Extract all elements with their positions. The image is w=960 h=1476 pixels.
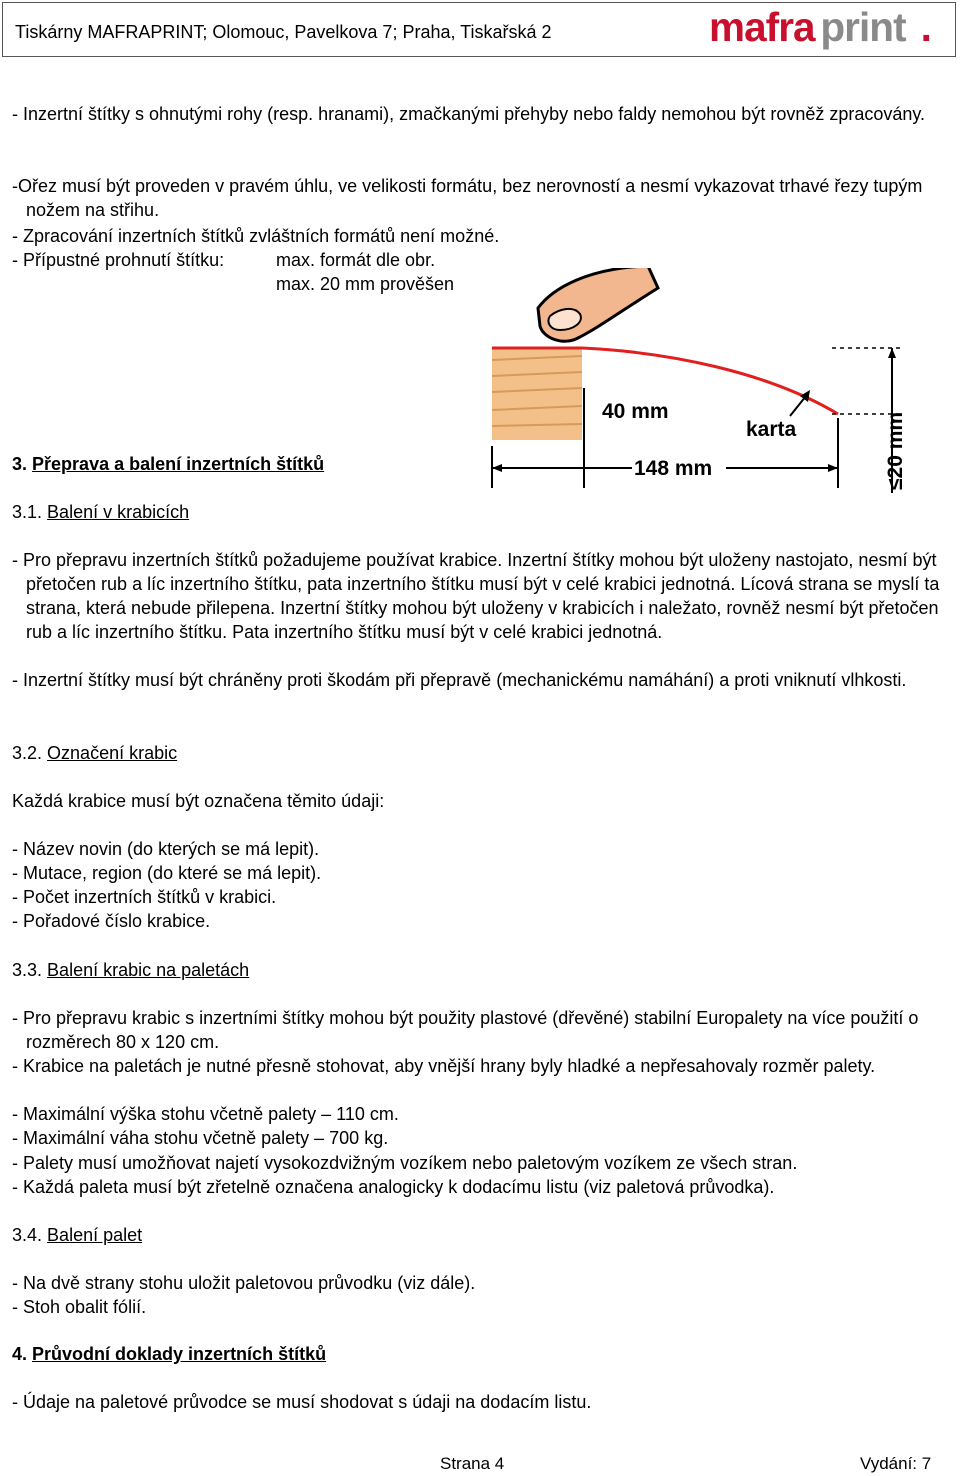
intro-line-2: -Ořez musí být proveden v pravém úhlu, ve velikosti formátu, bez nerovností a nesmí vykazovat trhavé řezy tupým nožem na střihu. <box>12 176 923 220</box>
section-34-title: Balení palet <box>47 1225 143 1245</box>
footer-edition: Vydání: 7 <box>860 1454 932 1473</box>
section-4-heading <box>12 1342 326 1366</box>
list-item: - Pořadové číslo krabice. <box>12 911 211 931</box>
list-item: - Mutace, region (do které se má lepit). <box>12 863 322 883</box>
card-bending-figure <box>488 268 918 493</box>
label-karta: karta <box>746 418 797 441</box>
list-item: - Palety musí umožňovat najetí vysokozdvižným vozíkem nebo paletovým vozíkem ze všech stran. <box>12 1153 798 1173</box>
list-item: - Maximální váha stohu včetně palety – 700 kg. <box>12 1128 389 1148</box>
section-31-paragraph-2: - Inzertní štítky musí být chráněny proti škodám při přepravě (mechanickému namáhání) a proti vniknutí vlhkosti. <box>12 670 907 690</box>
section-32-heading <box>12 741 177 765</box>
list-item: - Stoh obalit fólií. <box>12 1297 147 1317</box>
svg-text:print: print <box>820 6 906 50</box>
section-3-number: 3. <box>12 454 28 474</box>
list-item: - Krabice na paletách je nutné přesně stohovat, aby vnější hrany byly hladké a nepřesahovaly rozměr palety. <box>12 1056 876 1076</box>
label-40mm: 40 mm <box>602 400 669 423</box>
section-32-number: 3.2. <box>12 743 43 763</box>
section-3-heading <box>12 452 324 476</box>
section-32-title: Označení krabic <box>47 743 178 763</box>
section-32-intro: Každá krabice musí být označena těmito údaji: <box>12 791 385 811</box>
intro-line-1: - Inzertní štítky s ohnutými rohy (resp. hranami), zmačkanými přehyby nebo faldy nemohou být rovněž zpracovány. <box>12 104 926 124</box>
mafraprint-logo <box>699 6 949 52</box>
section-31-number: 3.1. <box>12 502 43 522</box>
section-33-number: 3.3. <box>12 960 43 980</box>
section-33-heading <box>12 958 249 982</box>
section-34-heading <box>12 1223 142 1247</box>
page-header <box>2 2 956 57</box>
svg-text:mafra: mafra <box>709 6 815 50</box>
list-item: - Na dvě strany stohu uložit paletovou průvodku (viz dále). <box>12 1273 476 1293</box>
label-20mm: ≤20 mm <box>884 411 907 490</box>
list-item: - Název novin (do kterých se má lepit). <box>12 839 320 859</box>
intro-line-5: max. 20 mm prověšen <box>276 274 455 294</box>
section-31-paragraph-1: - Pro přepravu inzertních štítků požadujeme používat krabice. Inzertní štítky mohou být uloženy nastojato, nesmí být přetočen rub a líc inzertního štítku, pata inzertního štítku musí být v celé krabici jednotná. Lícová strana se myslí ta strana, která nebude přilepena. Inzertní štítky mohou být uloženy v krabicích i naležato, rovněž nesmí být přetočen rub a líc inzertního štítku. Pata inzertního štítku musí být v celé krabici jednotná. <box>12 550 940 642</box>
section-34-number: 3.4. <box>12 1225 43 1245</box>
list-item: - Údaje na paletové průvodce se musí shodovat s údaji na dodacím listu. <box>12 1392 592 1412</box>
intro-line-4a: - Přípustné prohnutí štítku: <box>12 250 225 270</box>
footer-page-number: Strana 4 <box>440 1454 505 1473</box>
header-title: Tiskárny MAFRAPRINT; Olomouc, Pavelkova 7; Praha, Tiskařská 2 <box>15 22 552 42</box>
section-31-title: Balení v krabicích <box>47 502 190 522</box>
label-148mm: 148 mm <box>634 457 713 480</box>
list-item: - Každá paleta musí být zřetelně označena analogicky k dodacímu listu (viz paletová průvodka). <box>12 1177 775 1197</box>
section-4-title: Průvodní doklady inzertních štítků <box>32 1344 327 1364</box>
section-31-heading <box>12 500 189 524</box>
intro-line-3: - Zpracování inzertních štítků zvláštních formátů není možné. <box>12 226 500 246</box>
list-item: - Maximální výška stohu včetně palety – 110 cm. <box>12 1104 399 1124</box>
list-item: - Počet inzertních štítků v krabici. <box>12 887 277 907</box>
svg-text:.: . <box>920 6 932 50</box>
section-33-title: Balení krabic na paletách <box>47 960 250 980</box>
section-4-number: 4. <box>12 1344 28 1364</box>
list-item: - Pro přepravu krabic s inzertními štítky mohou být použity plastové (dřevěné) stabilní Europalety na více použití o rozměrech 80 x 120 cm. <box>12 1008 919 1052</box>
intro-line-4b: max. formát dle obr. <box>276 250 436 270</box>
section-3-title: Přeprava a balení inzertních štítků <box>32 454 325 474</box>
